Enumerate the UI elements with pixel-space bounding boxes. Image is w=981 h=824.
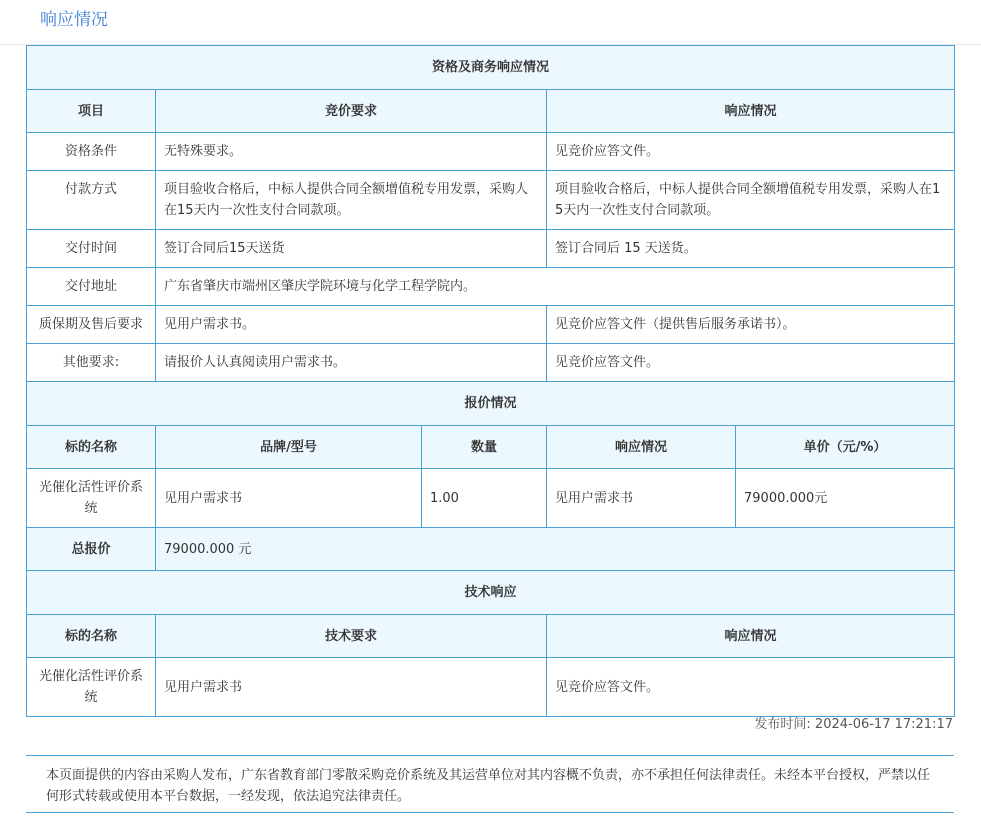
- brand-cell: 见用户需求书: [156, 469, 422, 528]
- requirement-cell: 项目验收合格后，中标人提供合同全额增值税专用发票，采购人在15天内一次性支付合同款项。: [156, 171, 547, 230]
- col-header-brand: 品牌/型号: [156, 426, 422, 469]
- col-header-requirement: 竞价要求: [156, 90, 547, 133]
- row-label: 质保期及售后要求: [27, 306, 156, 344]
- col-header-price: 单价（元/%）: [736, 426, 955, 469]
- table-row: [27, 658, 955, 717]
- publish-time: 发布时间: 2024-06-17 17:21:17: [754, 717, 953, 732]
- table-row: [27, 230, 955, 268]
- row-label: 交付地址: [27, 268, 156, 306]
- requirement-cell: 签订合同后15天送货: [156, 230, 547, 268]
- table-row: [27, 344, 955, 382]
- table-row: [27, 306, 955, 344]
- disclaimer-text: 本页面提供的内容由采购人发布，广东省教育部门零散采购竞价系统及其运营单位对其内容概不负责，亦不承担任何法律责任。未经本平台授权，严禁以任何形式转载或使用本平台数据，一经发现，依法追究法律责任。: [46, 768, 931, 804]
- response-cell: 签订合同后 15 天送货。: [547, 230, 955, 268]
- section-title-qualification: 资格及商务响应情况: [27, 46, 955, 90]
- total-row: [27, 528, 955, 571]
- col-header-response: 响应情况: [547, 426, 736, 469]
- requirement-cell: 见用户需求书。: [156, 306, 547, 344]
- item-name-cell: 光催化活性评价系统: [27, 469, 156, 528]
- col-header-item: 项目: [27, 90, 156, 133]
- col-header-tech-req: 技术要求: [156, 615, 547, 658]
- col-header-name: 标的名称: [27, 426, 156, 469]
- col-header-response: 响应情况: [547, 90, 955, 133]
- table-row: [27, 133, 955, 171]
- col-header-qty: 数量: [422, 426, 547, 469]
- requirement-cell: 无特殊要求。: [156, 133, 547, 171]
- row-label: 其他要求:: [27, 344, 156, 382]
- section-title-quote: 报价情况: [27, 382, 955, 426]
- table-row: [27, 171, 955, 230]
- total-label: 总报价: [27, 528, 156, 571]
- row-label: 资格条件: [27, 133, 156, 171]
- col-header-response: 响应情况: [547, 615, 955, 658]
- requirement-cell: 请报价人认真阅读用户需求书。: [156, 344, 547, 382]
- response-cell: 见竞价应答文件。: [547, 133, 955, 171]
- page-title: 响应情况: [40, 10, 108, 30]
- table-row: [27, 469, 955, 528]
- section-title-tech: 技术响应: [27, 571, 955, 615]
- response-cell: 见竞价应答文件。: [547, 344, 955, 382]
- col-header-name: 标的名称: [27, 615, 156, 658]
- response-table: [26, 45, 955, 717]
- table-row: [27, 268, 955, 306]
- tech-requirement-cell: 见用户需求书: [156, 658, 547, 717]
- footer-disclaimer: [26, 755, 954, 813]
- price-cell: 79000.000元: [736, 469, 955, 528]
- row-label: 交付时间: [27, 230, 156, 268]
- total-value: 79000.000 元: [156, 528, 955, 571]
- item-name-cell: 光催化活性评价系统: [27, 658, 156, 717]
- response-cell: 见竞价应答文件（提供售后服务承诺书）。: [547, 306, 955, 344]
- response-cell: 项目验收合格后，中标人提供合同全额增值税专用发票，采购人在15天内一次性支付合同款项。: [547, 171, 955, 230]
- row-label: 付款方式: [27, 171, 156, 230]
- response-cell: 见用户需求书: [547, 469, 736, 528]
- requirement-cell: 广东省肇庆市端州区肇庆学院环境与化学工程学院内。: [156, 268, 955, 306]
- qty-cell: 1.00: [422, 469, 547, 528]
- response-cell: 见竞价应答文件。: [547, 658, 955, 717]
